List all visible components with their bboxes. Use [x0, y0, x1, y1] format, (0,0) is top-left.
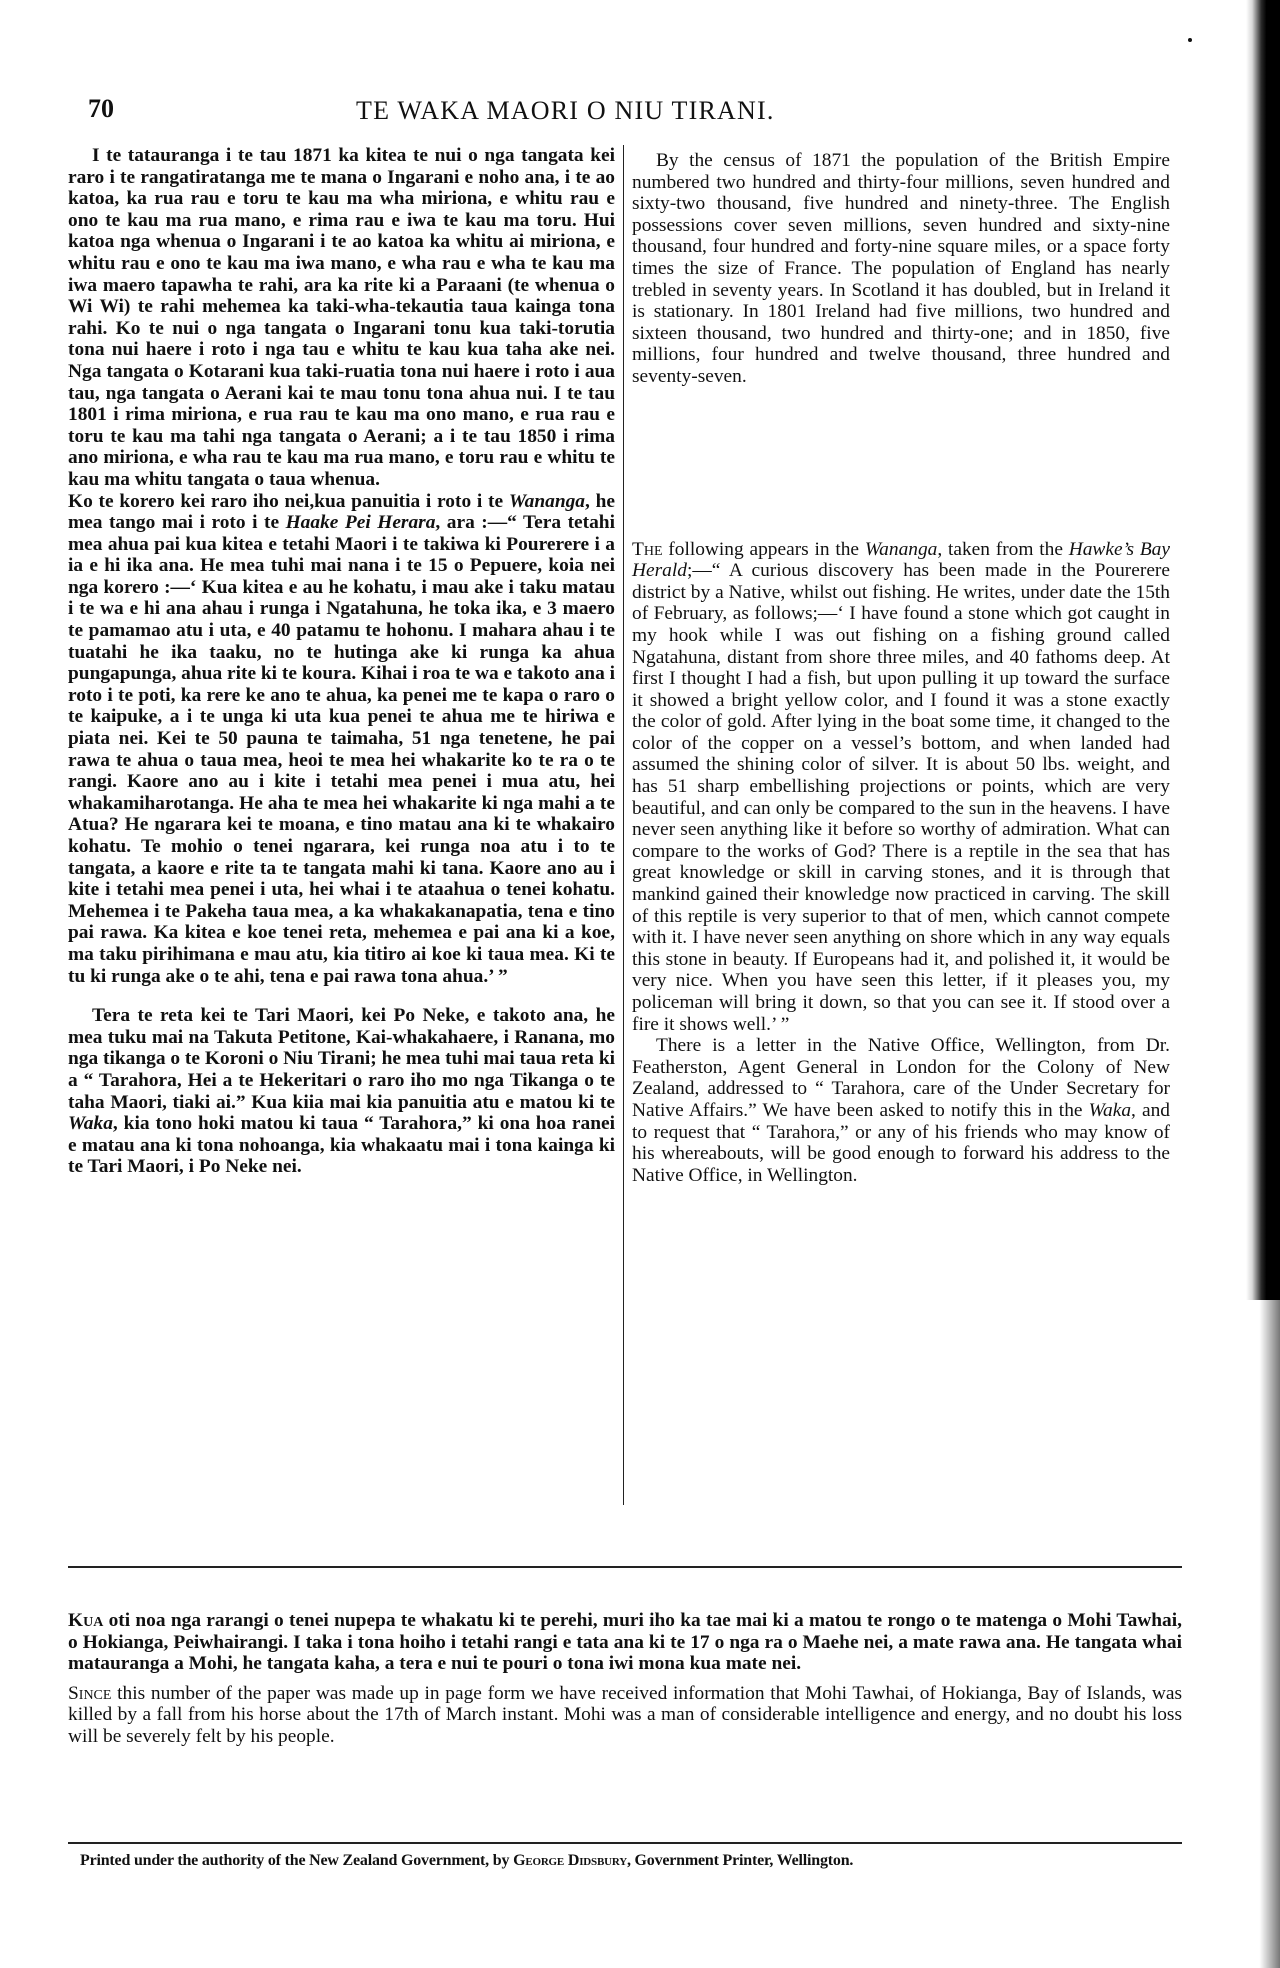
maori-stone-paragraph	[68, 491, 615, 988]
newspaper-name: Hawke’s Bay Herald	[632, 538, 1170, 582]
text-run: , and to request that “ Tarahora,” or any of his friends who may know of his whereabouts, will be good enough to forward his address to the Native Office, in Wellington.	[632, 1099, 1170, 1186]
english-letter-paragraph	[632, 1035, 1170, 1186]
text-run: , kia tono hoki matou ki taua “ Tarahora,” ki ona hoa ranei e matau ana ki tona nohoanga, kia whakaatu mai i tona kainga ki te Tari Maori, i Po Neke nei.	[68, 1113, 615, 1178]
text-run: There is a letter in the Native Office, Wellington, from Dr. Featherston, Agent General in London for the Colony of New Zealand, addressed to “ Tarahora, care of the Under Secretary for Native Affairs.” We have been asked to notify this in the	[632, 1035, 1170, 1121]
section-rule	[68, 1566, 1182, 1568]
right-column-english	[632, 150, 1170, 1186]
masthead-title: TE WAKA MAORI O NIU TIRANI.	[356, 96, 775, 125]
newspaper-name: Waka	[1088, 1099, 1132, 1121]
newspaper-name: Waka	[68, 1113, 113, 1135]
text-run: , he mea tango mai i roto i te	[68, 490, 615, 534]
maori-death-notice	[68, 1610, 1182, 1675]
text-run: ;—“ A curious discovery has been made in the Pourerere district by a Native, whilst out fishing. He writes, under date the 15th of February, as follows;—‘ I have found a stone which got caught in my hook while I was out fishing on a fishing ground called Ngatahuna, distant from shore three miles, and 40 fathoms deep. At first I thought I had a fish, but upon pulling it up toward the surface it showed a bright yellow color, and I found it was a stone exactly the color of gold. After lying in the boat some time, it changed to the color of the copper on a vessel’s bottom, and when landed had assumed the shining color of silver. It is about 50 lbs. weight, and has 51 sharp embellishing projections or points, which are very beautiful, and can only be compared to the sun in the heavens. I have never seen anything like it before so worthy of admiration. What can compare to the works of God? There is a reptile in the sea that has great knowledge or skill in carving stones, and it is through that mankind gained their knowledge now practiced in carving. The skill of this reptile is very superior to that of men, which cannot compete with it. I have never seen anything on shore which in any way equals this stone in beauty. If Europeans had it, and polished it, it would be very nice. When you have seen this letter, if it pleases you, my policeman will bring it down, so that you can see it. If stood over a fire it shows well.’ ”	[632, 560, 1170, 1035]
text-run: Ko te korero kei raro iho nei,kua panuitia i roto i te	[68, 490, 509, 512]
lead-word: The	[632, 538, 663, 560]
text-run: Printed under the authority of the New Zealand Government, by	[80, 1852, 514, 1869]
english-stone-paragraph	[632, 539, 1170, 1036]
newspaper-name: Wananga	[864, 538, 938, 560]
text-run: following appears in the	[662, 538, 865, 560]
scan-speck	[1188, 38, 1192, 42]
printer-imprint	[80, 1852, 853, 1870]
english-census-paragraph: By the census of 1871 the population of the British Empire numbered two hundred and thirty-four millions, seven hundred and sixty-two thousand, five hundred and ninety-three. The English possessions cover seven millions, seven hundred and sixty-nine thousand, four hundred and forty-nine square miles, or a space forty times the size of France. The population of England has nearly trebled in seventy years. In Scotland it has doubled, but in Ireland it is stationary. In 1801 Ireland had five millions, two hundred and sixteen thousand, two hundred and thirty-one; and in 1850, five millions, four hundred and twelve thousand, three hundred and seventy-seven.	[632, 150, 1170, 387]
text-run: oti noa nga rarangi o tenei nupepa te whakatu ki te perehi, muri iho ka tae mai ki a matou te rongo o te matenga o Mohi Tawhai, o Hokianga, Peiwhairangi. I taka i tona hoiho i tetahi rangi e tata ana ki te 17 o nga ra o Maehe nei, a mate rawa ana. He tangata whai matauranga a Mohi, he tangata kaha, a tera e nui te pouri o tona iwi mona kua mate nei.	[68, 1610, 1182, 1675]
spacer	[632, 388, 1170, 539]
scan-edge-fade	[1246, 1300, 1280, 1968]
maori-letter-paragraph	[68, 1005, 615, 1178]
text-run: , taken from the	[937, 538, 1069, 560]
lead-word: Kua	[68, 1610, 104, 1631]
maori-census-paragraph: I te tatauranga i te tau 1871 ka kitea te nui o nga tangata kei raro i te rangatiratanga me te mana o Ingarani e noho ana, i te ao katoa, ka rua rau e toru te kau ma wha miriona, e whitu rau e ono te kau ma rua mano, e rima rau e iwa te kau ma toru. Hui katoa nga whenua o Ingarani i te ao katoa ka whitu ai miriona, e whitu rau e ono te kau ma iwa mano, e wha rau e wha te kau ma iwa maero tapawha te rahi, ara ka rite ki a Paraani (te whenua o Wi Wi) te rahi mehemea ka taki-wha-tekautia taua kainga tona rahi. Ko te nui o nga tangata o Ingarani tonu kua taki-torutia tona nui haere i roto i nga tau e whitu te kau kua taha ake nei. Nga tangata o Kotarani kua taki-ruatia tona nui haere i roto i aua tau, nga tangata o Aerani kai te mau tonu tona ahua nui. I te tau 1801 i rima miriona, e rua rau te kau ma ono mano, e rua rau e toru te kau ma tahi nga tangata o Aerani; a i te tau 1850 i rima ano miriona, e wha rau te kau ma rua mano, e toru rau e whitu te kau ma whitu tangata o taua whenua.	[68, 145, 615, 490]
footer-rule	[68, 1842, 1182, 1844]
text-run: , Government Printer, Wellington.	[626, 1852, 854, 1869]
lead-word: Since	[68, 1682, 112, 1704]
left-column-maori	[68, 145, 615, 1178]
spacer	[68, 987, 615, 1005]
column-divider	[623, 145, 624, 1505]
newspaper-name: Wananga	[508, 490, 585, 512]
page-number: 70	[88, 94, 114, 123]
english-death-notice	[68, 1683, 1182, 1748]
text-run: this number of the paper was made up in page form we have received information that Mohi Tawhai, of Hokianga, Bay of Islands, was killed by a fall from his horse about the 17th of March instant. Mohi was a man of considerable intelligence and energy, and no doubt his loss will be severely felt by his people.	[68, 1682, 1182, 1747]
text-run: , ara :—“ Tera tetahi mea ahua pai kua kitea e tetahi Maori i te takiwa ki Pourerere i a ia e hi ika ana. He mea tuhi mai nana i te 15 o Pepuere, koia nei nga korero :—‘ Kua kitea e au he kohatu, i mau ake i taku matau i te wa e hi ana ahau i runga i Ngatahuna, he toka ika, e 3 maero te pamamao atu i uta, e 40 patamu te hohonu. I mahara ahau i te tuatahi he ika taaku, no te hutinga ake ki runga ka ahua pungapunga, ahua rite ki te koura. Kihai i roa te wa e takoto ana i roto i te poti, ka rere ke ano te ahua, ka penei me te kapa o raro o te kaipuke, a i te unga ki uta kua penei te ahua me te hiriwa e piata nei. Kei te 50 pauna te taimaha, 51 nga tenetene, he pai rawa te ahua o taua mea, heoi te mea hei whakarite ko te ra o te rangi. Kaore ano au i kite i tetahi mea penei i mua atu, hei whakamiharotanga. He aha te mea hei whakarite ki nga mahi a te Atua? He ngarara kei te moana, e tino matau ana ki te whakairo kohatu. Te mohio o tenei ngarara, kei runga noa atu i to te tangata, a kaore e rite ta te tangata mahi ki tana. Kaore ano au i kite i tetahi mea penei i uta, hei whai i te ataahua o tenei kohatu. Mehemea i te Pakeha taua mea, a ka whakakanapatia, tena e tino pai rawa. Ka kitea e koe tenei reta, mehemea e pai ana ki a koe, ma taku pirihimana e mau atu, kia titiro ai koe ki taua mea. Ki te tu ki runga ake o te ahi, tena e pai rawa tona ahua.’ ”	[68, 512, 615, 987]
newspaper-name: Haake Pei Herara	[285, 512, 436, 534]
text-run: Tera te reta kei te Tari Maori, kei Po Neke, e takoto ana, he mea tuku mai na Takuta Petitone, Kai-whakahaere, i Ranana, mo nga tikanga o te Koroni o Niu Tirani; he mea tuhi mai taua reta ki a “ Tarahora, Hei a te Hekeritari o raro iho mo nga Tikanga o te taha Maori, tiaki ai.” Kua kiia mai kia panuitia atu e matou ki te	[68, 1005, 615, 1113]
printer-name: George Didsbury	[513, 1852, 627, 1869]
death-notices	[68, 1610, 1182, 1756]
